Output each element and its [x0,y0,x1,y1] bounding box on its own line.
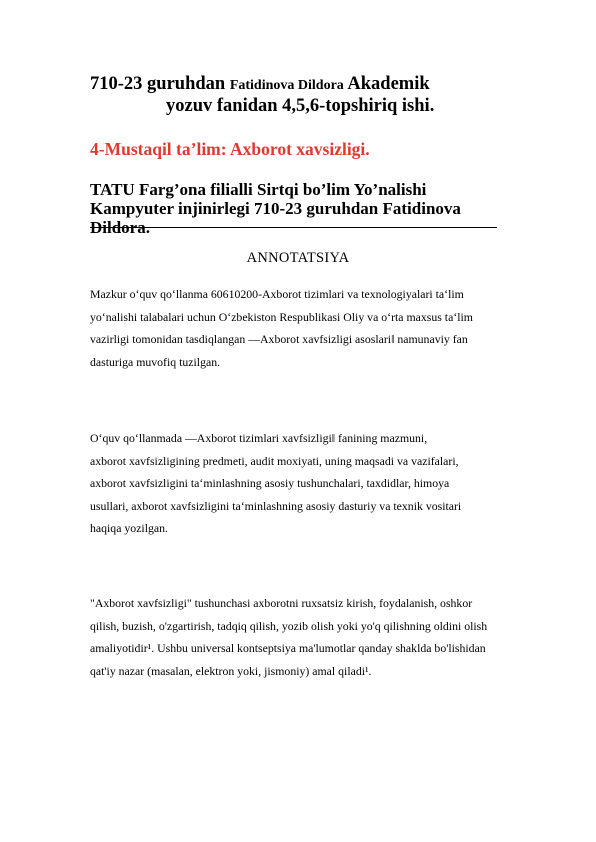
paragraph-line: dasturiga muvofiq tuzilgan. [90,354,221,369]
paragraph-line: amaliyotidir¹. Ushbu universal kontseptsiya ma'lumotlar qanday shaklda bo'lishidan [90,641,486,656]
paragraph-line: haqiqa yozilgan. [90,521,168,536]
paragraph-line: usullari, axborot xavfsizligini ta‘minlashning asosiy dasturiy va texnik vositari [90,498,462,513]
paragraph-2 [90,427,510,540]
paragraph-3 [90,592,510,682]
horizontal-divider [90,227,497,228]
paragraph-line: qat'iy nazar (masalan, elektron yoki, jismoniy) amal qiladi¹. [90,663,372,678]
paragraph-line: Mazkur o‘quv qo‘llanma 60610200-Axborot tizimlari va texnologiyalari ta‘lim [90,287,464,301]
topic-heading: 4-Mustaqil ta’lim: Axborot xavsizligi. [90,139,370,159]
paragraph-line: O‘quv qo‘llanmada ―Axborot tizimlari xavfsizligi‖ fanining mazmuni, [90,431,428,445]
document-title-line-2: yozuv fanidan 4,5,6-topshiriq ishi. [166,96,435,116]
paragraph-line: qilish, buzish, o'zgartirish, tadqiq qilish, yozib olish yoki yo'q qilishning oldini olish [90,618,488,633]
title-part-1: 710-23 guruhdan [90,74,230,94]
paragraph-line: axborot xavfsizligining predmeti, audit moxiyati, uning maqsadi va vazifalari, [90,453,459,468]
paragraph-line: yo‘nalishi talabalari uchun O‘zbekiston Respublikasi Oliy va o‘rta maxsus ta‘lim [90,309,473,324]
paragraph-line: axborot xavfsizligini ta‘minlashning asosiy tushunchalari, taxdidlar, himoya [90,476,450,491]
document-title-line-1 [90,73,430,97]
paragraph-1 [90,283,510,373]
section-heading: ANNOTATSIYA [246,250,350,266]
paragraph-line: vazirligi tomonidan tasdiqlangan ―Axborot xavfsizligi asoslari‖ namunaviy fan [90,332,468,347]
author-name: Fatidinova Dildora [229,78,344,93]
title-part-2: Akademik [343,74,430,94]
affiliation-text: TATU Farg’ona filialli Sirtqi bo’lim Yo’nalishi Kampyuter injinirlegi 710-23 guruhdan Fatidinova Dildora. [90,180,461,237]
paragraph-line: "Axborot xavfsizligi" tushunchasi axborotni ruxsatsiz kirish, foydalanish, oshkor [90,596,473,610]
